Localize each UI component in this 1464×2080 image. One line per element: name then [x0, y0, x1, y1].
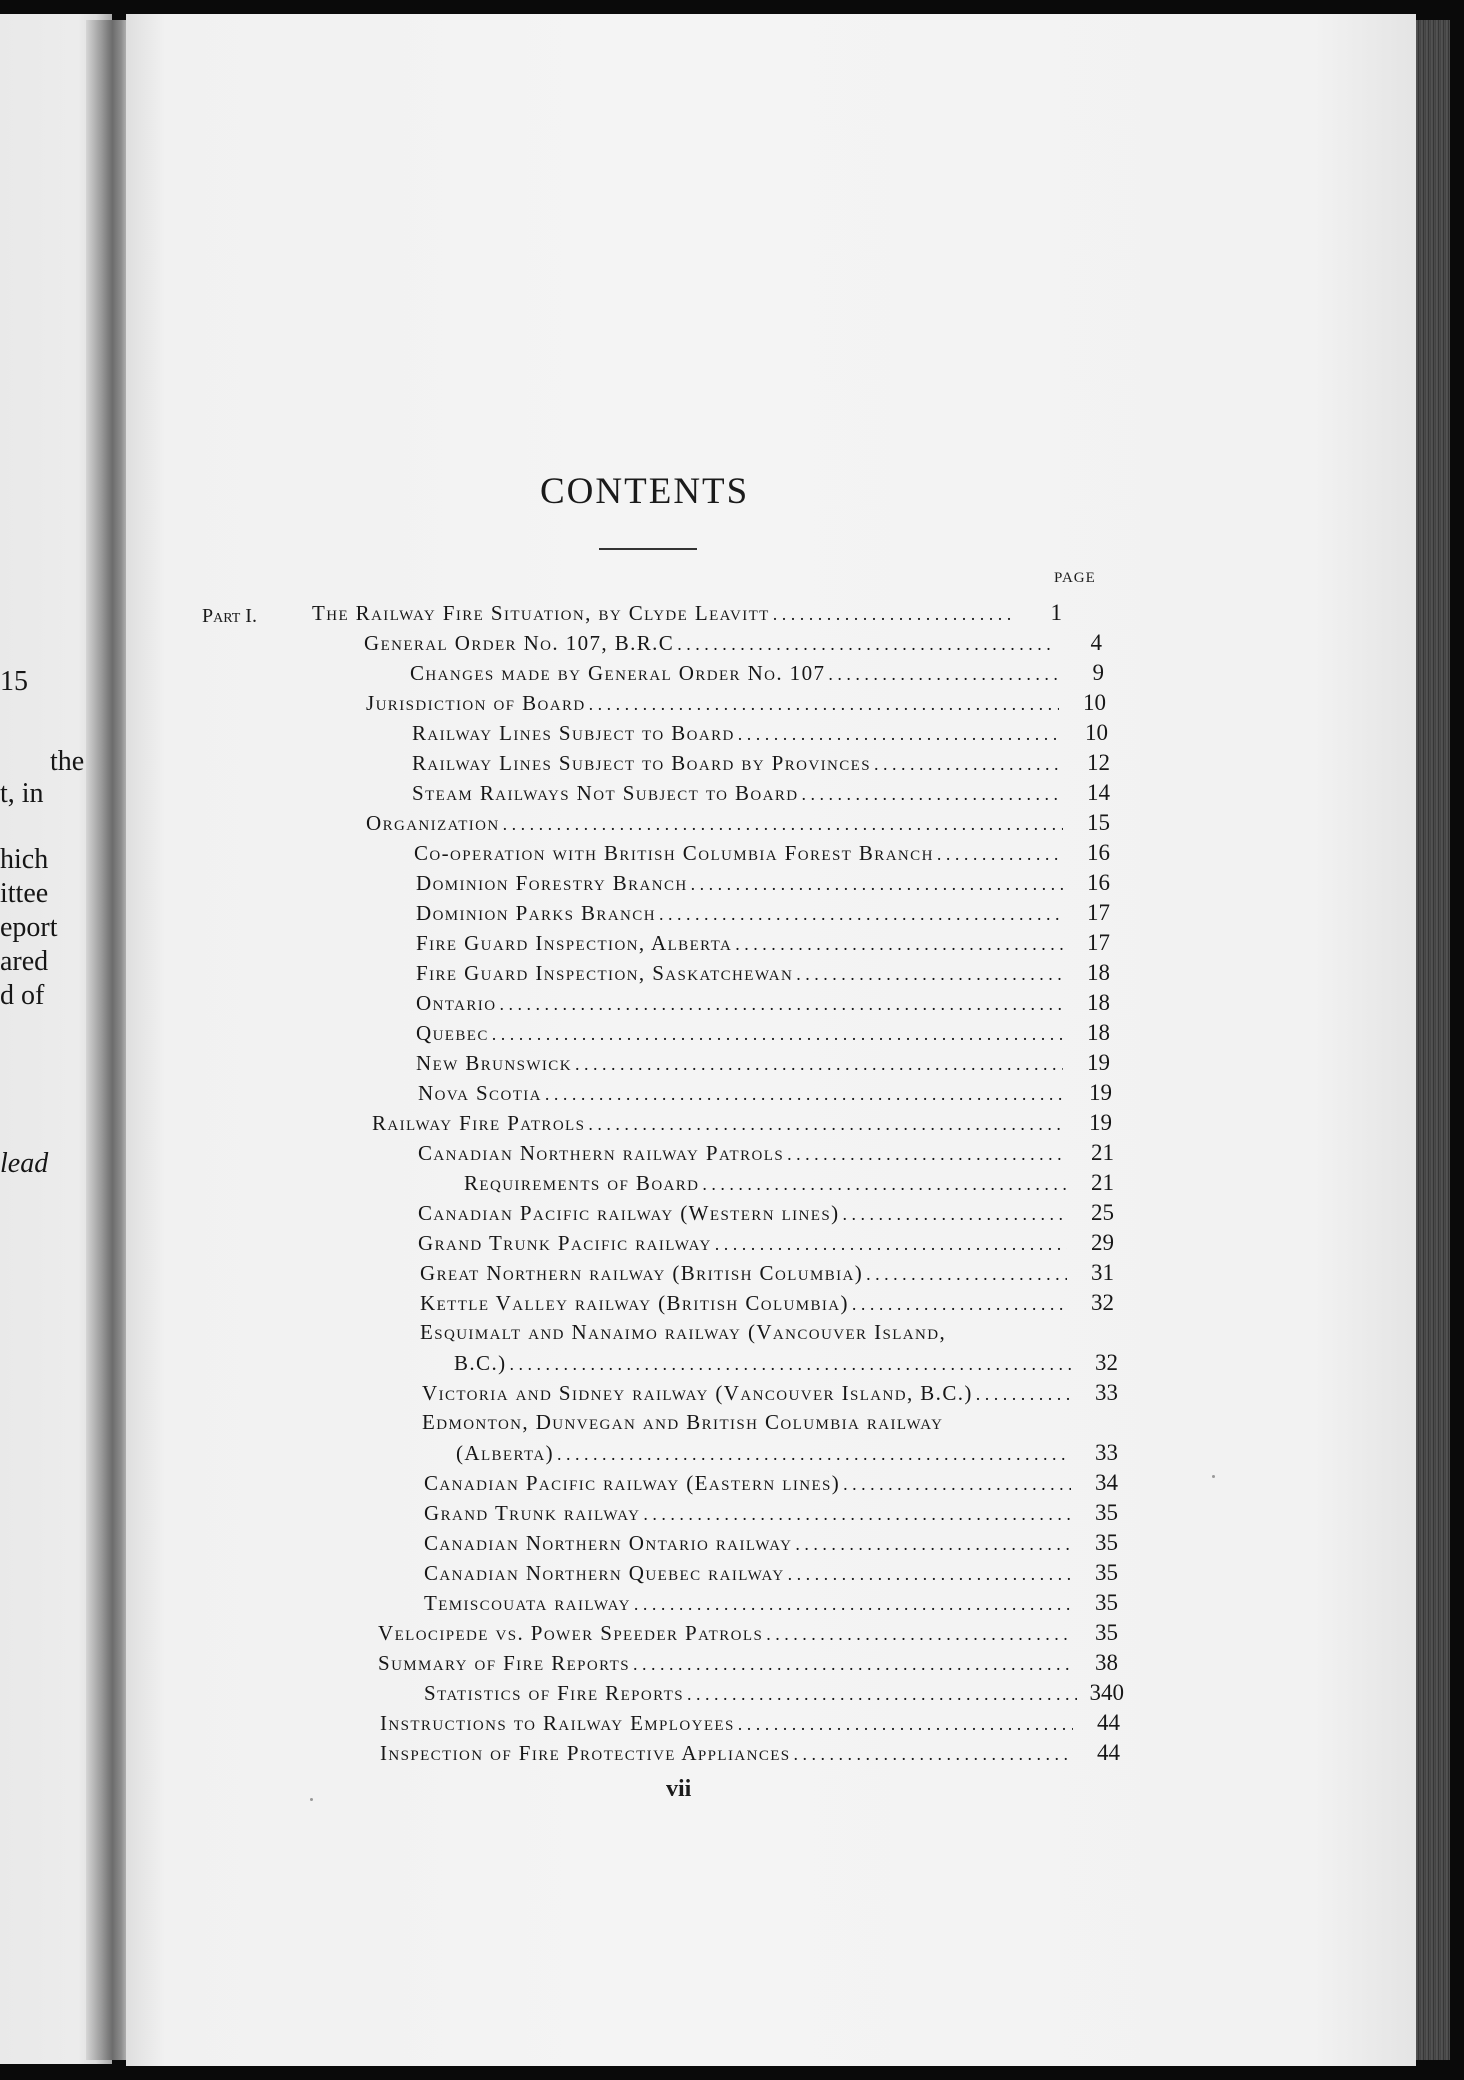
toc-entry-title: Victoria and Sidney railway (Vancouver Island, B.C.) — [422, 1381, 973, 1405]
toc-entry-page: 17 — [1087, 900, 1110, 925]
toc-entry-page: 18 — [1087, 1020, 1110, 1045]
toc-entry — [416, 960, 1110, 990]
dot-leader — [802, 784, 1063, 805]
dot-leader — [795, 1534, 1071, 1555]
toc-entry-title: Dominion Parks Branch — [416, 901, 656, 925]
toc-entry-title: Great Northern railway (British Columbia) — [420, 1261, 864, 1285]
dot-leader — [937, 844, 1063, 865]
contents-title: CONTENTS — [540, 471, 750, 512]
left-page-text-fragment: t, in — [0, 778, 44, 809]
toc-entry-page: 38 — [1095, 1650, 1118, 1675]
toc-entry — [422, 1440, 1118, 1470]
dot-leader — [499, 994, 1063, 1015]
toc-entry-title: Canadian Pacific railway (Eastern lines) — [424, 1471, 841, 1495]
dot-leader — [510, 1354, 1071, 1375]
toc-entry-page: 35 — [1095, 1590, 1118, 1615]
toc-entry — [418, 1080, 1112, 1110]
toc-entry-page: 33 — [1095, 1380, 1118, 1405]
dot-leader — [794, 1744, 1073, 1765]
toc-entry-title: Nova Scotia — [418, 1081, 542, 1105]
toc-entry-page: 1 — [1050, 600, 1062, 625]
toc-entry — [464, 1170, 1114, 1200]
toc-entry-page: 32 — [1095, 1350, 1118, 1375]
toc-entry-title: Grand Trunk railway — [424, 1501, 641, 1525]
toc-entry-page: 19 — [1089, 1110, 1112, 1135]
toc-entry-title: Ontario — [416, 991, 497, 1015]
toc-entry-page: 33 — [1095, 1440, 1118, 1465]
left-page-text-fragment: hich — [0, 844, 49, 875]
toc-entry-title: Railway Lines Subject to Board by Provinces — [412, 751, 871, 775]
toc-entry — [366, 690, 1106, 720]
toc-entry — [424, 1560, 1118, 1590]
toc-entry-title: Dominion Forestry Branch — [416, 871, 688, 895]
left-page-text-fragment: d of — [0, 980, 45, 1011]
toc-entry — [416, 900, 1110, 930]
toc-entry-title: Velocipede vs. Power Speeder Patrols — [378, 1621, 764, 1645]
toc-entry — [422, 1410, 1118, 1440]
paper-speck — [310, 1798, 313, 1801]
toc-entry-title: Co-operation with British Columbia Forest Branch — [414, 841, 934, 865]
toc-entry-title: Fire Guard Inspection, Saskatchewan — [416, 961, 794, 985]
toc-entry — [424, 1590, 1118, 1620]
toc-entry — [418, 1230, 1114, 1260]
dot-leader — [866, 1264, 1067, 1285]
toc-entry-page: 21 — [1091, 1140, 1114, 1165]
dot-leader — [588, 1114, 1065, 1135]
dot-leader — [545, 1084, 1065, 1105]
dot-leader — [589, 694, 1059, 715]
dot-leader — [843, 1204, 1068, 1225]
dot-leader — [976, 1384, 1071, 1405]
toc-entry-page: 15 — [1087, 810, 1110, 835]
dot-leader — [687, 1684, 1077, 1705]
left-page-text-fragment: lead — [0, 1148, 49, 1179]
toc-entry-page: 25 — [1091, 1200, 1114, 1225]
paper-speck — [1212, 1475, 1215, 1478]
toc-entry-page: 31 — [1091, 1260, 1114, 1285]
toc-entry-title: Canadian Northern railway Patrols — [418, 1141, 785, 1165]
dot-leader — [575, 1054, 1063, 1075]
toc-entry — [380, 1740, 1120, 1770]
toc-entry-title: B.C.) — [454, 1351, 507, 1375]
toc-entry-title: Organization — [366, 811, 500, 835]
toc-entry-title: Quebec — [416, 1021, 489, 1045]
toc-entry — [416, 990, 1110, 1020]
toc-entry — [412, 780, 1110, 810]
toc-entry-page: 12 — [1087, 750, 1110, 775]
toc-entry-title: Instructions to Railway Employees — [380, 1711, 735, 1735]
toc-entry-page: 34 — [1095, 1470, 1118, 1495]
toc-entry-title: Temiscouata railway — [424, 1591, 631, 1615]
dot-leader — [643, 1504, 1071, 1525]
dot-leader — [492, 1024, 1063, 1045]
dot-leader — [503, 814, 1063, 835]
toc-entry — [414, 840, 1110, 870]
toc-entry-title: Canadian Northern Ontario railway — [424, 1531, 793, 1555]
toc-entry — [424, 1470, 1118, 1500]
page-folio: vii — [666, 1776, 692, 1802]
toc-entry — [412, 750, 1110, 780]
toc-entry-page: 16 — [1087, 840, 1110, 865]
toc-entry-title: Summary of Fire Reports — [378, 1651, 630, 1675]
dot-leader — [738, 724, 1061, 745]
dot-leader — [773, 604, 1015, 625]
toc-entry — [424, 1680, 1124, 1710]
dot-leader — [796, 964, 1063, 985]
toc-entry-page: 35 — [1095, 1620, 1118, 1645]
dot-leader — [852, 1294, 1067, 1315]
toc-entry — [420, 1320, 1118, 1350]
toc-entry-page: 19 — [1087, 1050, 1110, 1075]
toc-entry-title: The Railway Fire Situation, by Clyde Leavitt — [312, 601, 770, 625]
dot-leader — [766, 1624, 1071, 1645]
toc-entry — [418, 1140, 1114, 1170]
toc-entry-page: 29 — [1091, 1230, 1114, 1255]
dot-leader — [715, 1234, 1067, 1255]
toc-entry-title: Kettle Valley railway (British Columbia) — [420, 1291, 849, 1315]
dot-leader — [677, 634, 1055, 655]
toc-entry-page: 10 — [1085, 720, 1108, 745]
toc-entry-title: Grand Trunk Pacific railway — [418, 1231, 712, 1255]
dot-leader — [702, 1174, 1067, 1195]
toc-entry-page: 44 — [1097, 1710, 1120, 1735]
toc-entry-page: 9 — [1092, 660, 1104, 685]
toc-entry-page: 35 — [1095, 1560, 1118, 1585]
toc-entry-title: Railway Fire Patrols — [372, 1111, 586, 1135]
toc-entry-page: 44 — [1097, 1740, 1120, 1765]
toc-entry-page: 19 — [1089, 1080, 1112, 1105]
toc-entry-page: 16 — [1087, 870, 1110, 895]
toc-entry-title: Esquimalt and Nanaimo railway (Vancouver Island, — [420, 1320, 947, 1344]
toc-entry — [412, 720, 1108, 750]
toc-entry — [378, 1650, 1118, 1680]
toc-entry-title: Railway Lines Subject to Board — [412, 721, 735, 745]
toc-entry-page: 10 — [1083, 690, 1106, 715]
left-page-text-fragment: ared — [0, 946, 49, 977]
toc-entry-title: Canadian Pacific railway (Western lines) — [418, 1201, 840, 1225]
part-label: Part I. — [202, 605, 257, 627]
toc-entry-page: 4 — [1090, 630, 1102, 655]
toc-entry — [364, 630, 1102, 660]
title-rule — [599, 548, 697, 550]
toc-entry-page: 17 — [1087, 930, 1110, 955]
toc-entry-title: Statistics of Fire Reports — [424, 1681, 684, 1705]
toc-entry-page: 35 — [1095, 1530, 1118, 1555]
dot-leader — [828, 664, 1057, 685]
toc-entry — [312, 600, 1062, 630]
page-column-header: PAGE — [1054, 570, 1096, 586]
toc-entry — [416, 1050, 1110, 1080]
left-page-text-fragment: the — [50, 746, 85, 777]
toc-entry — [366, 810, 1110, 840]
toc-entry — [410, 660, 1104, 690]
dot-leader — [874, 754, 1063, 775]
dot-leader — [843, 1474, 1071, 1495]
dot-leader — [659, 904, 1063, 925]
toc-entry-title: New Brunswick — [416, 1051, 572, 1075]
toc-entry-page: 21 — [1091, 1170, 1114, 1195]
toc-entry — [416, 870, 1110, 900]
toc-entry-title: Inspection of Fire Protective Appliances — [380, 1741, 791, 1765]
left-page-text-fragment: 15 — [0, 666, 28, 697]
toc-entry-page: 18 — [1087, 990, 1110, 1015]
page-edges — [1410, 20, 1450, 2060]
toc-entry-title: Edmonton, Dunvegan and British Columbia railway — [422, 1410, 944, 1434]
book-gutter-shadow — [86, 20, 130, 2060]
dot-leader — [735, 934, 1063, 955]
toc-entry-page: 18 — [1087, 960, 1110, 985]
toc-entry — [416, 930, 1110, 960]
toc-entry — [424, 1500, 1118, 1530]
toc-entry — [372, 1110, 1112, 1140]
toc-entry — [422, 1380, 1118, 1410]
toc-entry-page: 340 — [1089, 1680, 1124, 1705]
toc-entry-title: Requirements of Board — [464, 1171, 700, 1195]
toc-entry-page: 32 — [1091, 1290, 1114, 1315]
toc-entry — [378, 1620, 1118, 1650]
dot-leader — [738, 1714, 1073, 1735]
toc-entry-title: Canadian Northern Quebec railway — [424, 1561, 785, 1585]
toc-entry-title: General Order No. 107, B.R.C — [364, 631, 675, 655]
toc-entry-page: 35 — [1095, 1500, 1118, 1525]
toc-entry — [424, 1530, 1118, 1560]
dot-leader — [634, 1594, 1071, 1615]
dot-leader — [691, 874, 1063, 895]
toc-entry — [420, 1260, 1114, 1290]
toc-entry-title: Fire Guard Inspection, Alberta — [416, 931, 733, 955]
dot-leader — [633, 1654, 1071, 1675]
toc-entry-page: 14 — [1087, 780, 1110, 805]
toc-entry — [416, 1020, 1110, 1050]
dot-leader — [788, 1564, 1071, 1585]
left-page-text-fragment: ittee — [0, 878, 49, 909]
toc-entry-title: Jurisdiction of Board — [366, 691, 586, 715]
toc-entry-title: (Alberta) — [456, 1441, 554, 1465]
dot-leader — [557, 1444, 1071, 1465]
toc-entry — [420, 1290, 1114, 1320]
toc-entry — [420, 1350, 1118, 1380]
toc-entry — [380, 1710, 1120, 1740]
toc-entry — [418, 1200, 1114, 1230]
toc-entry-title: Steam Railways Not Subject to Board — [412, 781, 799, 805]
dot-leader — [787, 1144, 1067, 1165]
left-page-text-fragment: eport — [0, 912, 58, 943]
toc-entry-title: Changes made by General Order No. 107 — [410, 661, 826, 685]
